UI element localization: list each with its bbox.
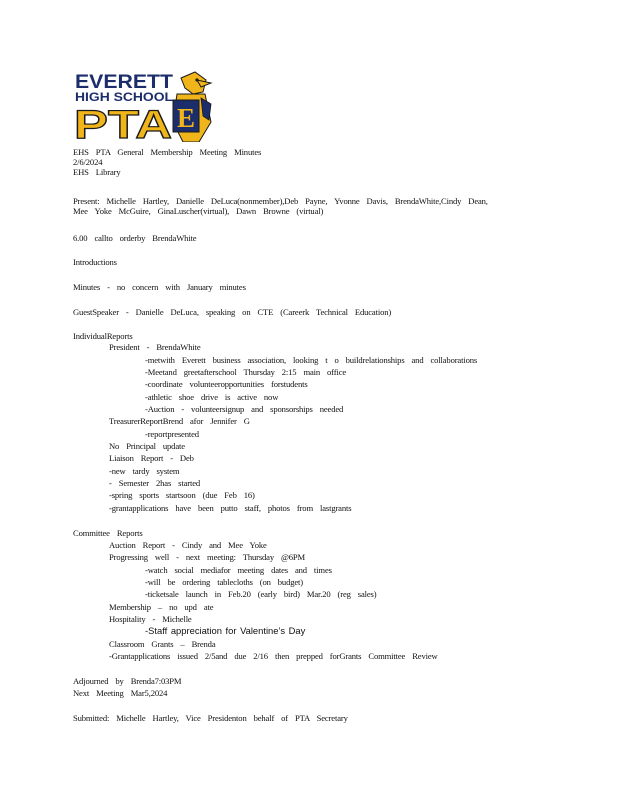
president-item: -coordinate volunteeropportunities forstudents bbox=[145, 379, 308, 389]
present-line-1: Present: Michelle Hartley, Danielle DeLuca(nonmember),Deb Payne, Yvonne Davis, BrendaWhite,Cindy Dean, bbox=[73, 196, 488, 206]
hospitality-report: Hospitality - Michelle bbox=[109, 614, 192, 624]
auction-report: Auction Report - Cindy and Mee Yoke bbox=[109, 540, 267, 550]
meeting-location: EHS Library bbox=[73, 167, 121, 177]
introductions-heading: Introductions bbox=[73, 257, 117, 267]
treasurer-report: TreasurerReportBrend afor Jennifer G bbox=[109, 416, 250, 426]
logo-everett-text: EVERETT bbox=[75, 72, 174, 93]
logo-pta-text: PTA bbox=[74, 103, 172, 142]
call-to-order: 6.00 callto orderby BrendaWhite bbox=[73, 233, 197, 243]
president-item: -Meetand greetafterschool Thursday 2:15 main office bbox=[145, 367, 347, 377]
liaison-item: -grantapplications have been putto staff, photos from lastgrants bbox=[109, 503, 352, 513]
president-item: -metwith Everett business association, looking t o buildrelationships and collaborations bbox=[145, 355, 478, 365]
logo-high-school-text: HIGH SCHOOL bbox=[75, 90, 173, 104]
document-title: EHS PTA General Membership Meeting Minutes bbox=[73, 147, 262, 157]
hospitality-item: -Staff appreciation for Valentine’s Day bbox=[145, 625, 306, 636]
auction-item: -watch social mediafor meeting dates and times bbox=[145, 565, 332, 575]
president-item: -Auction - volunteersignup and sponsorships needed bbox=[145, 404, 344, 414]
eagle-mascot-icon bbox=[173, 72, 211, 142]
membership-report: Membership – no upd ate bbox=[109, 602, 214, 612]
minutes-line: Minutes - no concern with January minutes bbox=[73, 282, 246, 292]
meeting-date: 2/6/2024 bbox=[73, 157, 103, 167]
submitted-line: Submitted: Michelle Hartley, Vice Presidenton behalf of PTA Secretary bbox=[73, 713, 348, 723]
grants-item: -Grantapplications issued 2/5and due 2/16 then prepped forGrants Committee Review bbox=[109, 651, 438, 661]
treasurer-item: -reportpresented bbox=[145, 429, 199, 439]
present-line-2: Mee Yoke McGuire, GinaLuscher(virtual), Dawn Browne (virtual) bbox=[73, 206, 324, 216]
individual-reports-heading: IndividualReports bbox=[73, 331, 133, 341]
principal-update: No Principal update bbox=[109, 441, 185, 451]
auction-progress: Progressing well - next meeting: Thursday @6PM bbox=[109, 552, 306, 562]
classroom-grants-report: Classroom Grants – Brenda bbox=[109, 639, 216, 649]
everett-pta-logo bbox=[73, 70, 213, 142]
president-item: -athletic shoe drive is active now bbox=[145, 392, 279, 402]
liaison-item: -new tardy system bbox=[109, 466, 180, 476]
auction-item: -ticketsale launch in Feb.20 (early bird) Mar.20 (reg sales) bbox=[145, 589, 377, 599]
adjourned-line: Adjourned by Brenda7:03PM bbox=[73, 676, 182, 686]
committee-reports-heading: Committee Reports bbox=[73, 528, 143, 538]
logo-emblem-letter: E bbox=[176, 103, 196, 133]
liaison-item: - Semester 2has started bbox=[109, 478, 201, 488]
auction-item: -will be ordering tablecloths (on budget) bbox=[145, 577, 303, 587]
liaison-item: -spring sports startsoon (due Feb 16) bbox=[109, 490, 255, 500]
liaison-report: Liaison Report - Deb bbox=[109, 453, 194, 463]
guest-speaker-line: GuestSpeaker - Danielle DeLuca, speaking on CTE (Careerk Technical Education) bbox=[73, 307, 392, 317]
president-report: President - BrendaWhite bbox=[109, 342, 201, 352]
next-meeting-line: Next Meeting Mar5,2024 bbox=[73, 688, 168, 698]
